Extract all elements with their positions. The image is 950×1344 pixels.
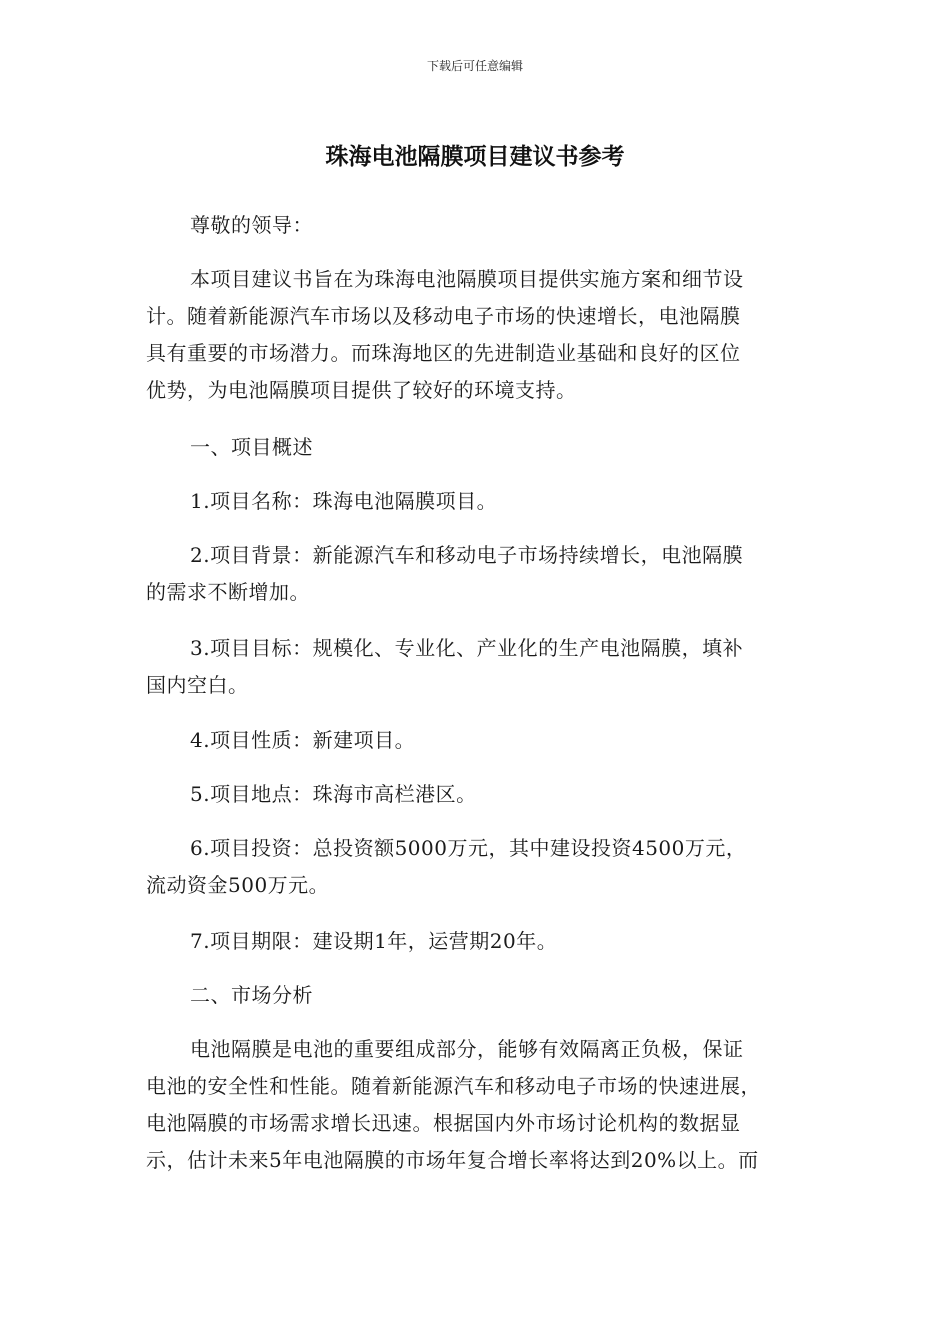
paragraph-line: 示，估计未来5年电池隔膜的市场年复合增长率将达到20%以上。而 (146, 1148, 759, 1172)
paragraph-line: 优势，为电池隔膜项目提供了较好的环境支持。 (146, 378, 577, 402)
document-title: 珠海电池隔膜项目建议书参考 (325, 144, 625, 170)
list-item-continuation: 的需求不断增加。 (146, 580, 310, 604)
paragraph-line: 具有重要的市场潜力。而珠海地区的先进制造业基础和良好的区位 (146, 341, 741, 365)
list-item: 2.项目背景：新能源汽车和移动电子市场持续增长，电池隔膜 (190, 543, 744, 567)
paragraph-line: 电池隔膜是电池的重要组成部分，能够有效隔离正负极，保证 (190, 1037, 744, 1061)
salutation: 尊敬的领导： (190, 213, 313, 237)
list-item-continuation: 流动资金500万元。 (146, 873, 330, 897)
paragraph-line: 本项目建议书旨在为珠海电池隔膜项目提供实施方案和细节设 (190, 267, 744, 291)
list-item: 4.项目性质：新建项目。 (190, 728, 416, 752)
list-item-continuation: 国内空白。 (146, 673, 249, 697)
list-item: 6.项目投资：总投资额5000万元，其中建设投资4500万元， (190, 836, 747, 860)
header-note: 下载后可任意编辑 (426, 59, 523, 73)
list-item: 1.项目名称：珠海电池隔膜项目。 (190, 489, 498, 513)
section-heading: 一、项目概述 (190, 435, 313, 459)
paragraph-line: 计。随着新能源汽车市场以及移动电子市场的快速增长，电池隔膜 (146, 304, 741, 328)
section-heading: 二、市场分析 (190, 983, 313, 1007)
paragraph-line: 电池的安全性和性能。随着新能源汽车和移动电子市场的快速进展， (146, 1074, 761, 1098)
list-item: 3.项目目标：规模化、专业化、产业化的生产电池隔膜，填补 (190, 636, 744, 660)
list-item: 5.项目地点：珠海市高栏港区。 (190, 782, 477, 806)
paragraph-line: 电池隔膜的市场需求增长迅速。根据国内外市场讨论机构的数据显 (146, 1111, 741, 1135)
list-item: 7.项目期限：建设期1年，运营期20年。 (190, 929, 558, 953)
